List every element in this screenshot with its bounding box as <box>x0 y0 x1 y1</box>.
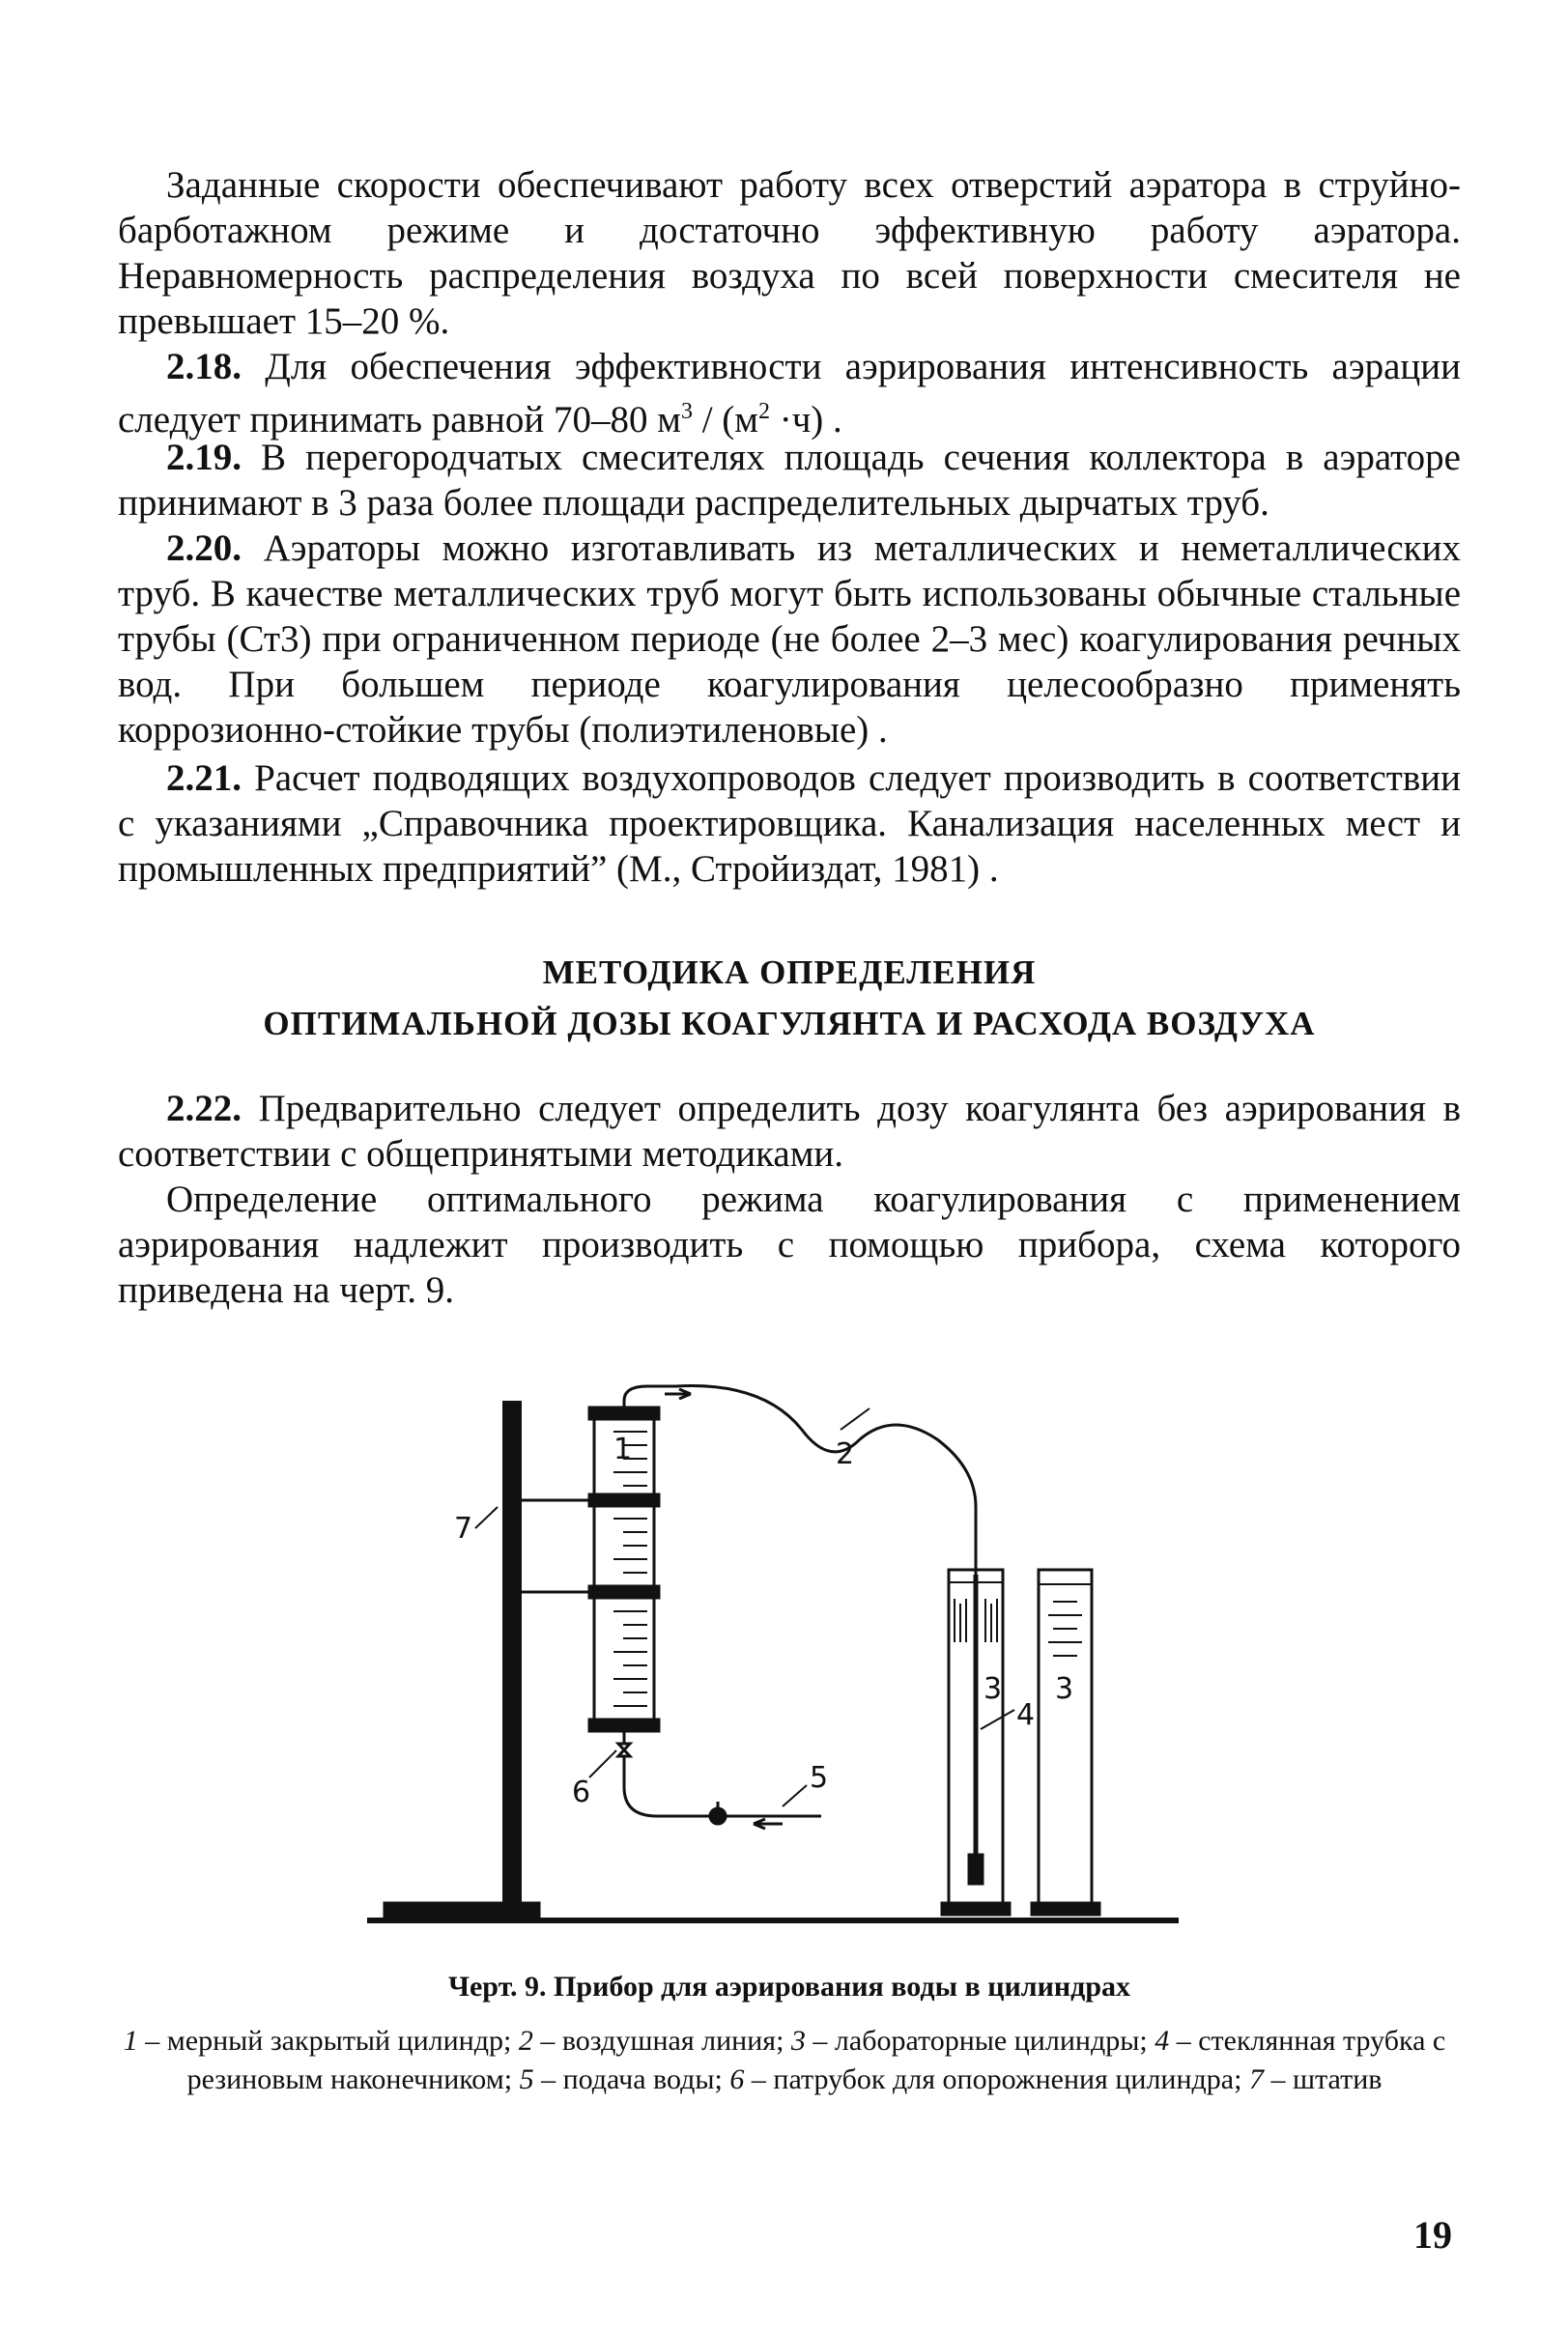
legend-text: – патрубок для опорожнения цилиндра; <box>744 2063 1249 2095</box>
legend-number: 1 <box>123 2025 138 2057</box>
figure-caption-legend <box>108 2022 1461 2099</box>
figure-caption-title: Черт. 9. Прибор для аэрирования воды в цилиндрах <box>447 1971 1131 2003</box>
paragraph-text: ·ч) . <box>769 399 842 441</box>
heading-line-1: МЕТОДИКА ОПРЕДЕЛЕНИЯ <box>542 953 1037 991</box>
superscript: 2 <box>757 399 770 424</box>
section-heading <box>118 947 1461 1049</box>
aeration-apparatus-diagram <box>357 1362 1188 1942</box>
label-4: 4 <box>1016 1698 1036 1732</box>
legend-text: – мерный закрытый цилиндр; <box>137 2025 519 2057</box>
paragraph-method <box>118 1177 1461 1313</box>
legend-text: – подача воды; <box>533 2063 730 2095</box>
legend-number: 3 <box>790 2025 806 2057</box>
cylinder-graduations <box>613 1432 647 1706</box>
paragraph-aerator-speeds <box>118 162 1461 344</box>
paragraph-text: Предварительно следует определить дозу коагулянта без аэрирования в соответствии с общепринятыми методиками. <box>118 1088 1461 1175</box>
cylinder-band-upper <box>589 1494 659 1506</box>
paragraph-text: Аэраторы можно изготавливать из металлических и неметаллических труб. В качестве металлических труб могут быть использованы обычные стальные трубы (Ст3) при ограниченном периоде (не более 2–3 мес) коагулирования речных вод. При большем периоде коагулирования целесообразно применять коррозионно-стойкие трубы (полиэтиленовые) . <box>118 527 1461 751</box>
lab-cylinder-right-graduations <box>1048 1602 1082 1656</box>
air-flow-arrow-icon <box>665 1389 691 1399</box>
paragraph-2-18 <box>118 344 1461 442</box>
cylinder-top-cap <box>589 1407 659 1419</box>
paragraph-2-22 <box>118 1086 1461 1177</box>
page-number: 19 <box>1413 2213 1452 2257</box>
label-2: 2 <box>836 1437 855 1471</box>
lab-cylinder-right-base <box>1032 1903 1099 1915</box>
paragraph-2-21 <box>118 755 1461 892</box>
air-line <box>624 1386 976 1575</box>
label-3-right: 3 <box>1055 1672 1074 1706</box>
clause-number: 2.20. <box>166 527 242 569</box>
clause-number: 2.18. <box>166 346 242 387</box>
label-6: 6 <box>572 1776 591 1809</box>
heading-line-2: ОПТИМАЛЬНОЙ ДОЗЫ КОАГУЛЯНТА И РАСХОДА ВОЗДУХА <box>263 1005 1316 1042</box>
legend-number: 6 <box>729 2063 745 2095</box>
clause-number: 2.22. <box>166 1088 242 1129</box>
legend-text: – воздушная линия; <box>532 2025 791 2057</box>
paragraph-text: В перегородчатых смесителях площадь сечения коллектора в аэраторе принимают в 3 раза более площади распределительных дырчатых труб. <box>118 437 1461 524</box>
drain-valve-icon <box>618 1744 630 1756</box>
label-1: 1 <box>613 1433 633 1466</box>
legend-number: 2 <box>518 2025 533 2057</box>
label-3-left: 3 <box>984 1672 1003 1706</box>
rubber-tip <box>969 1855 983 1884</box>
legend-text: – стеклянная трубка с резиновым наконечником; <box>186 2025 1446 2095</box>
legend-number: 7 <box>1248 2063 1264 2095</box>
legend-number: 4 <box>1155 2025 1170 2057</box>
legend-number: 5 <box>519 2063 534 2095</box>
leader-4 <box>981 1710 1014 1729</box>
paragraph-text: / (м <box>692 399 758 441</box>
superscript: 3 <box>680 399 693 424</box>
paragraph-text: Определение оптимального режима коагулирования с применением аэрирования надлежит производить с помощью прибора, схема которого приведена на черт. 9. <box>118 1179 1461 1311</box>
clause-number: 2.21. <box>166 757 242 799</box>
label-5: 5 <box>810 1761 829 1795</box>
leader-6 <box>589 1750 616 1777</box>
paragraph-text: Для обеспечения эффективности аэрирования интенсивность аэрации следует принимать равной 70–80 м <box>118 346 1461 441</box>
label-7: 7 <box>454 1512 473 1546</box>
clause-number: 2.19. <box>166 437 242 478</box>
lab-cylinder-left-base <box>942 1903 1010 1915</box>
cylinder-bottom-cap <box>589 1720 659 1731</box>
paragraph-2-19 <box>118 435 1461 526</box>
stand-rod <box>502 1401 522 1913</box>
water-valve-icon <box>710 1808 726 1824</box>
lab-cylinder-right <box>1039 1570 1092 1903</box>
paragraph-text: Заданные скорости обеспечивают работу всех отверстий аэратора в струйно-барботажном режиме и достаточно эффективную работу аэратора. Неравномерность распределения воздуха по всей поверхности смесителя не превышает 15–20 %. <box>118 164 1461 342</box>
legend-text: – штатив <box>1263 2063 1383 2095</box>
water-flow-arrow-icon <box>754 1819 783 1829</box>
legend-text: – лабораторные цилиндры; <box>805 2025 1155 2057</box>
paragraph-2-20 <box>118 526 1461 753</box>
drain-pipe <box>624 1756 710 1816</box>
cylinder-band-lower <box>589 1586 659 1598</box>
leader-7 <box>475 1507 498 1528</box>
paragraph-text: Расчет подводящих воздухопроводов следует производить в соответствии с указаниями „Справочника проектировщика. Канализация населенных мест и промышленных предприятий” (М., Стройиздат, 1981) . <box>118 757 1461 890</box>
leader-5 <box>783 1785 807 1806</box>
leader-2 <box>841 1408 870 1430</box>
